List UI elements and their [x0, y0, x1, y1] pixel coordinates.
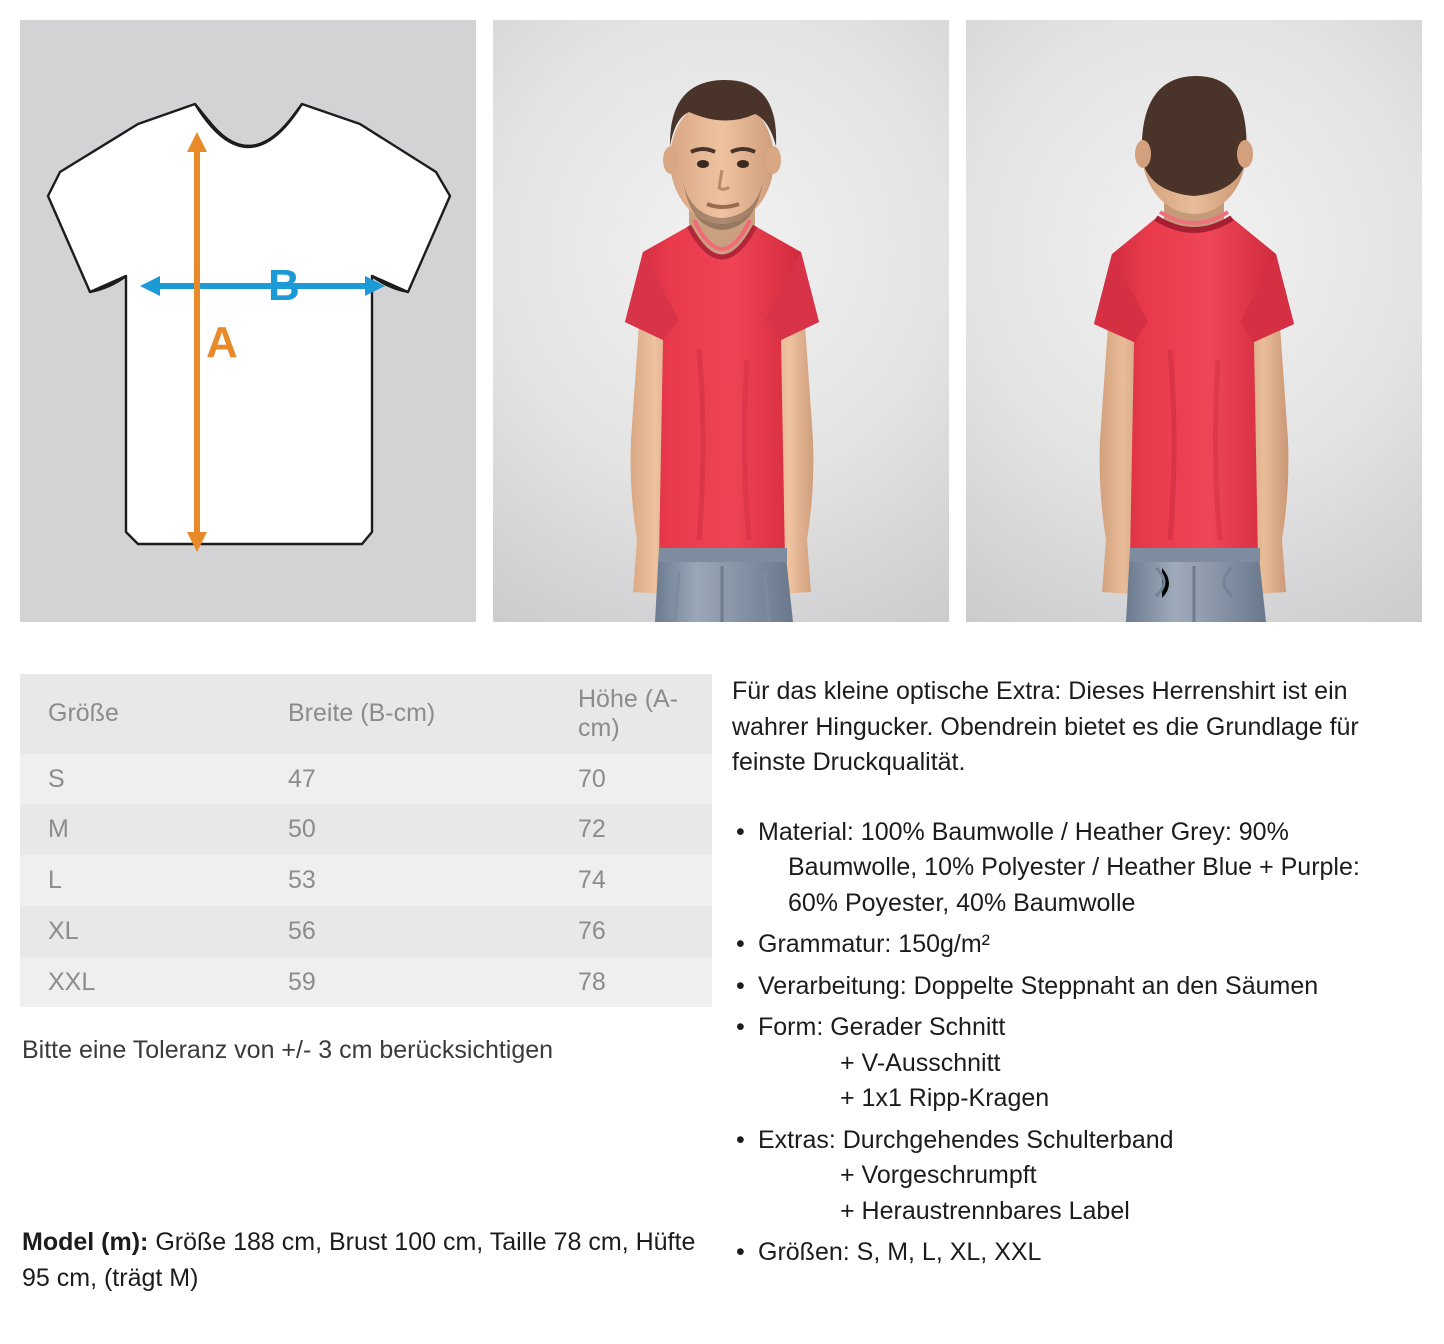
- cell-width: 56: [288, 916, 316, 945]
- size-table-header-row: [20, 674, 712, 754]
- list-item: [732, 1010, 1424, 1117]
- table-row: [20, 804, 712, 855]
- diagram-label-width: B: [268, 261, 300, 310]
- table-row: [20, 855, 712, 906]
- spec-sub: + Vorgeschrumpft: [840, 1161, 1037, 1189]
- model-info: [22, 1224, 722, 1297]
- description-column: [732, 674, 1424, 1277]
- cell-width: 59: [288, 967, 316, 996]
- cell-height: 74: [578, 866, 606, 894]
- spec-main: Größen: S, M, L, XL, XXL: [758, 1238, 1042, 1266]
- list-item: [732, 927, 1424, 963]
- size-table-header-width: Breite (B-cm): [288, 699, 436, 728]
- tolerance-note: Bitte eine Toleranz von +/- 3 cm berücksichtigen: [22, 1036, 554, 1065]
- product-image-row: [0, 0, 1444, 622]
- size-table-header-height: Höhe (A-cm): [578, 685, 679, 742]
- model-back-photo: [966, 20, 1422, 622]
- cell-size: L: [48, 866, 62, 894]
- spec-sub: + Heraustrennbares Label: [840, 1196, 1130, 1225]
- size-info-column: [20, 674, 732, 1293]
- cell-size: M: [48, 815, 69, 844]
- list-item: [732, 1235, 1424, 1271]
- cell-size: S: [48, 764, 65, 793]
- tshirt-measurement-diagram: [20, 20, 476, 622]
- spec-sub: + 1x1 Ripp-Kragen: [840, 1084, 1050, 1112]
- cell-size: XXL: [48, 967, 96, 996]
- model-back-illustration: [966, 20, 1422, 622]
- size-table-header-size: Größe: [48, 699, 119, 728]
- diagram-label-height: A: [206, 318, 238, 367]
- model-front-photo: [493, 20, 949, 622]
- description-intro: Für das kleine optische Extra: Dieses Herrenshirt ist ein wahrer Hingucker. Obendrein bietet es die Grundlage für feinste Druckqualität.: [732, 677, 1359, 776]
- list-item: [732, 969, 1424, 1005]
- model-info-label: Model (m):: [22, 1228, 149, 1256]
- technical-drawing-panel: [20, 20, 476, 622]
- cell-width: 47: [288, 764, 316, 793]
- list-item: [732, 1123, 1424, 1230]
- product-details-section: [0, 622, 1444, 1293]
- list-item: [732, 815, 1424, 922]
- size-table: [20, 674, 712, 1007]
- table-row: [20, 906, 712, 957]
- table-row: [20, 957, 712, 1008]
- cell-width: 53: [288, 866, 316, 894]
- cell-size: XL: [48, 916, 79, 945]
- spec-main: Material: 100% Baumwolle / Heather Grey: 90%: [758, 817, 1289, 846]
- cell-height: 76: [578, 916, 606, 945]
- cell-height: 72: [578, 815, 606, 844]
- cell-height: 78: [578, 967, 606, 996]
- cell-height: 70: [578, 764, 606, 793]
- cell-width: 50: [288, 815, 316, 844]
- table-row: [20, 754, 712, 805]
- spec-wrap: Baumwolle, 10% Polyester / Heather Blue + Purple:: [788, 853, 1360, 881]
- specs-list: [732, 815, 1424, 1271]
- spec-sub: + V-Ausschnitt: [840, 1048, 1001, 1077]
- model-info-text: Größe 188 cm, Brust 100 cm, Taille 78 cm, Hüfte 95 cm, (trägt M): [22, 1228, 696, 1293]
- spec-main: Verarbeitung: Doppelte Steppnaht an den Säumen: [758, 971, 1319, 1000]
- spec-main: Extras: Durchgehendes Schulterband: [758, 1125, 1174, 1154]
- model-front-illustration: [493, 20, 949, 622]
- spec-main: Form: Gerader Schnitt: [758, 1013, 1006, 1041]
- spec-wrap: 60% Poyester, 40% Baumwolle: [788, 888, 1136, 917]
- spec-main: Grammatur: 150g/m²: [758, 930, 991, 958]
